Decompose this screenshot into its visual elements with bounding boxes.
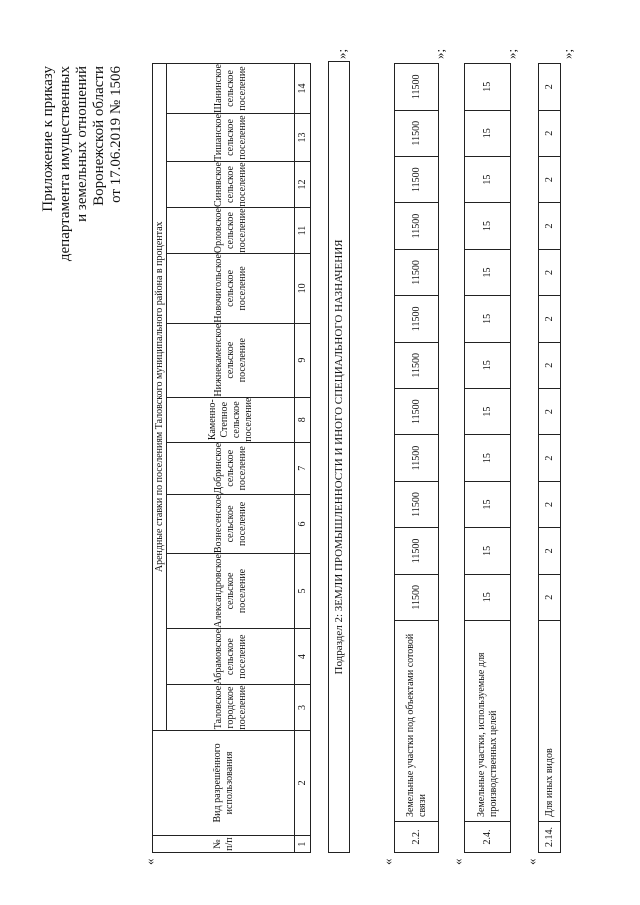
column-number: 12 [295,162,311,208]
settlement-header: Синявское сельское поселение [167,162,295,208]
rate-value: 15 [465,388,511,434]
rate-value: 15 [465,342,511,388]
column-number: 10 [295,254,311,324]
rate-value: 11500 [395,481,439,527]
settlement-header: Нижнекаменское сельское поселение [167,323,295,397]
rate-value: 11500 [395,435,439,481]
rate-value: 2 [539,110,561,156]
header-line-4: Воронежской области [91,66,107,206]
settlement-header: Абрамовское сельское поселение [167,628,295,685]
row-number: 2.2. [395,822,439,853]
rate-value: 11500 [395,388,439,434]
rate-value: 11500 [395,203,439,249]
settlement-header: Орловское сельское поселение [167,208,295,254]
row-table-2-4 [464,63,511,853]
rate-value: 11500 [395,574,439,620]
rate-value: 15 [465,64,511,111]
rate-value: 11500 [395,528,439,574]
rates-header-table [152,63,311,853]
rate-value: 11500 [395,64,439,111]
header-line-3: и земельных отношений [74,66,90,222]
column-number: 1 [295,836,311,853]
rate-value: 2 [539,528,561,574]
row-name: Земельные участки под объектами сотовой связи [395,621,439,822]
table-row [465,64,511,853]
quote-open-2: « [380,858,395,865]
col-use-header: Вид разрешённого использования [153,730,295,836]
column-number: 7 [295,442,311,494]
column-number: 5 [295,554,311,629]
row-name: Земельные участки, используемые для производственных целей [465,621,511,822]
row-table-2-14 [538,63,561,853]
column-number: 4 [295,628,311,685]
column-number: 8 [295,397,311,442]
col-num-header: № п/п [153,836,295,853]
settlement-header: Таловское городское поселение [167,685,295,730]
table-row [395,64,439,853]
row-name: Для иных видов [539,621,561,822]
rate-value: 11500 [395,156,439,202]
column-number: 9 [295,323,311,397]
rate-value: 15 [465,249,511,295]
settlement-header: Александровское сельское поселение [167,554,295,629]
rate-value: 11500 [395,342,439,388]
settlement-header: Вознесенское сельское поселение [167,494,295,553]
table-row [539,64,561,853]
rate-value: 2 [539,574,561,620]
quote-open-1: « [142,858,157,865]
quote-close-1: »; [334,48,349,59]
header-line-1: Приложение к приказу [40,66,56,212]
column-number: 11 [295,208,311,254]
rate-value: 15 [465,203,511,249]
quote-open-4: « [524,858,539,865]
rates-header: Арендные ставки по поселениям Таловского муниципального района в процентах [153,64,167,731]
quote-close-4: »; [560,48,575,59]
rate-value: 15 [465,110,511,156]
rate-value: 15 [465,481,511,527]
settlement-header: Тишанское сельское поселение [167,113,295,161]
rate-value: 2 [539,388,561,434]
settlement-header: Новочигольское сельское поселение [167,254,295,324]
rate-value: 15 [465,435,511,481]
rate-value: 11500 [395,296,439,342]
rate-value: 11500 [395,110,439,156]
rate-value: 15 [465,574,511,620]
subsection-title: Подраздел 2: ЗЕМЛИ ПРОМЫШЛЕННОСТИ И ИНОГО СПЕЦИАЛЬНОГО НАЗНАЧЕНИЯ [328,61,350,853]
order-header [40,66,125,326]
column-number: 6 [295,494,311,553]
column-number: 13 [295,113,311,161]
rate-value: 15 [465,296,511,342]
quote-open-3: « [450,858,465,865]
column-number: 14 [295,64,311,114]
rate-value: 11500 [395,249,439,295]
column-number: 2 [295,730,311,836]
header-line-2: департамента имущественных [57,66,73,262]
rate-value: 2 [539,64,561,111]
rate-value: 2 [539,342,561,388]
settlement-header: Добринское сельское поселение [167,442,295,494]
settlement-header: Шанинское сельское поселение [167,64,295,114]
rate-value: 15 [465,156,511,202]
rate-value: 15 [465,528,511,574]
rate-value: 2 [539,249,561,295]
row-number: 2.14. [539,822,561,853]
header-line-5: от 17.06.2019 № 1506 [108,66,124,203]
settlement-header: Каменно-Степное сельское поселение [167,397,295,442]
row-table-2-2 [394,63,439,853]
rate-value: 2 [539,296,561,342]
quote-close-2: »; [432,48,447,59]
rate-value: 2 [539,156,561,202]
rate-value: 2 [539,435,561,481]
row-number: 2.4. [465,822,511,853]
quote-close-3: »; [504,48,519,59]
rate-value: 2 [539,481,561,527]
column-number: 3 [295,685,311,730]
rate-value: 2 [539,203,561,249]
